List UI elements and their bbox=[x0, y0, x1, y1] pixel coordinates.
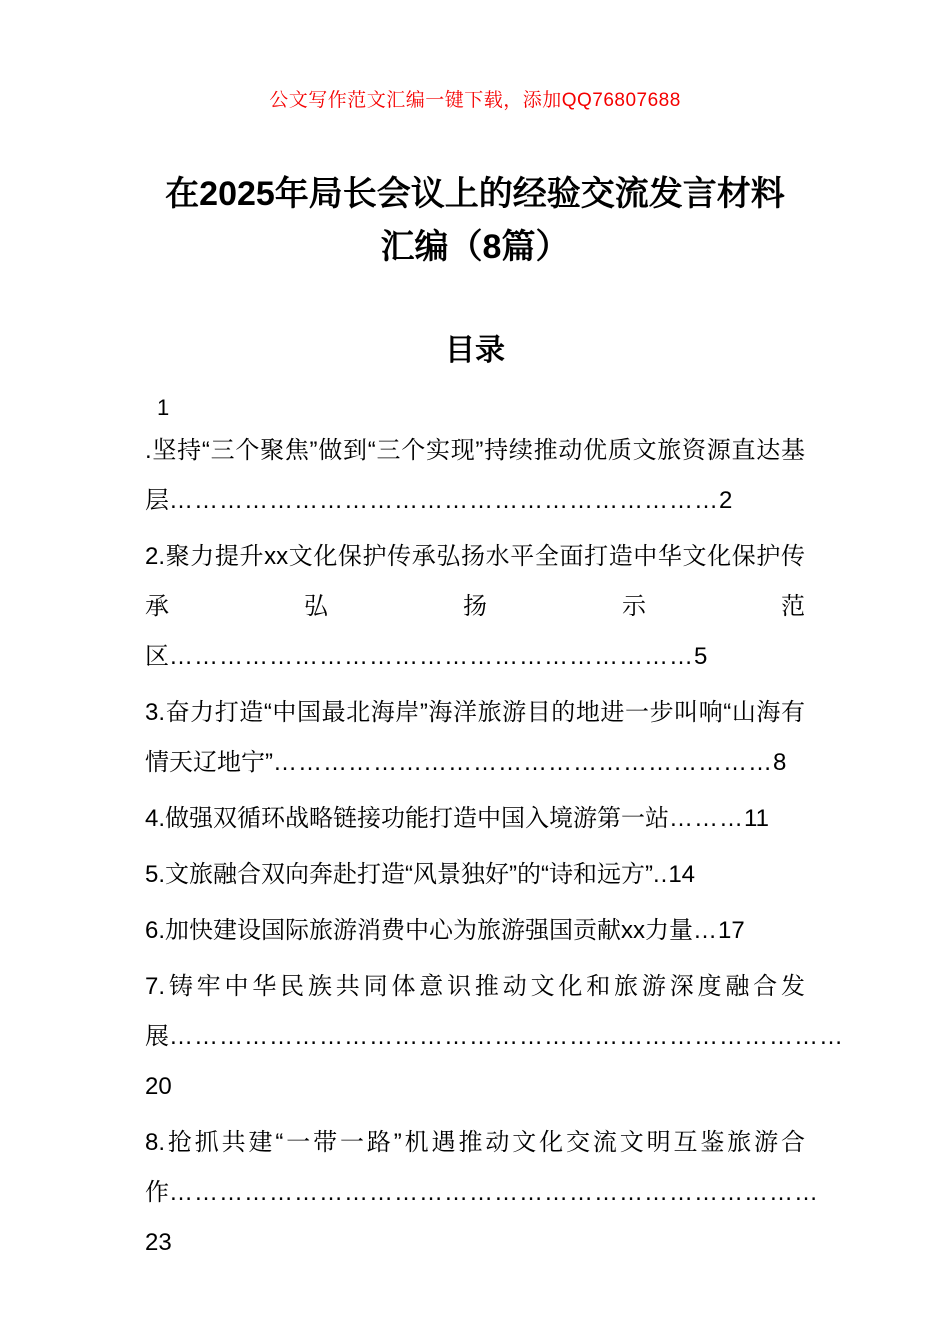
toc-item-page: 5 bbox=[694, 642, 708, 670]
toc-item-page: 2 bbox=[719, 486, 733, 514]
toc-item-page: 11 bbox=[744, 804, 769, 832]
toc-item bbox=[145, 850, 805, 900]
toc-item bbox=[145, 688, 805, 788]
toc-list bbox=[145, 426, 844, 1268]
toc-item-label: 3.奋力打造“中国最北海岸”海洋旅游目的地进一步叫响“山海有情天辽地宁” bbox=[145, 698, 805, 776]
toc-item-leader: ……………………………………………………………………… bbox=[169, 1022, 844, 1050]
toc-item-label: 2.聚力提升xx文化保护传承弘扬水平全面打造中华文化保护传承弘扬示范区 bbox=[145, 542, 805, 670]
promo-notice: 公文写作范文汇编一键下载，添加QQ76807688 bbox=[269, 90, 681, 111]
toc-item-leader: .. bbox=[652, 860, 669, 888]
toc-page-marker: 1 bbox=[157, 395, 170, 421]
document-title bbox=[145, 168, 805, 273]
toc-heading: 目录 bbox=[445, 334, 505, 368]
toc-item-label: 5.文旅融合双向奔赴打造“风景独好”的“诗和远方” bbox=[145, 860, 653, 888]
toc-item bbox=[145, 794, 805, 844]
toc-item bbox=[145, 1118, 819, 1268]
toc-item-page: 8 bbox=[773, 748, 787, 776]
toc-item-leader: ……………………………………………………… bbox=[169, 642, 694, 670]
toc-item-page: 14 bbox=[668, 860, 696, 888]
toc-item-label: 8.抢抓共建“一带一路”机遇推动文化交流文明互鉴旅游合作 bbox=[145, 1128, 805, 1206]
toc-item-leader: …………………………………………………………………… bbox=[169, 1178, 819, 1206]
toc-item-label: 4.做强双循环战略链接功能打造中国入境游第一站 bbox=[145, 804, 670, 832]
toc-item-label: 6.加快建设国际旅游消费中心为旅游强国贡献xx力量 bbox=[145, 916, 694, 944]
toc-item-label: .坚持“三个聚焦”做到“三个实现”持续推动优质文旅资源直达基层 bbox=[145, 436, 805, 514]
title-line-2: 汇编（8篇） bbox=[380, 227, 570, 266]
toc-item-leader: … bbox=[693, 916, 719, 944]
toc-item-leader: ……… bbox=[669, 804, 745, 832]
toc-item-label: 7.铸牢中华民族共同体意识推动文化和旅游深度融合发展 bbox=[145, 972, 805, 1050]
toc-item-leader: ………………………………………………………… bbox=[169, 486, 719, 514]
toc-item-leader: …………………………………………………… bbox=[273, 748, 773, 776]
title-line-1: 在2025年局长会议上的经验交流发言材料 bbox=[165, 175, 785, 213]
toc-item-page: 20 bbox=[145, 1072, 172, 1100]
toc-item bbox=[145, 906, 805, 956]
toc-item bbox=[145, 532, 805, 682]
toc-item-page: 17 bbox=[718, 916, 745, 944]
toc-item-page: 23 bbox=[145, 1228, 172, 1256]
toc-item bbox=[145, 426, 805, 526]
toc-item bbox=[145, 962, 844, 1112]
